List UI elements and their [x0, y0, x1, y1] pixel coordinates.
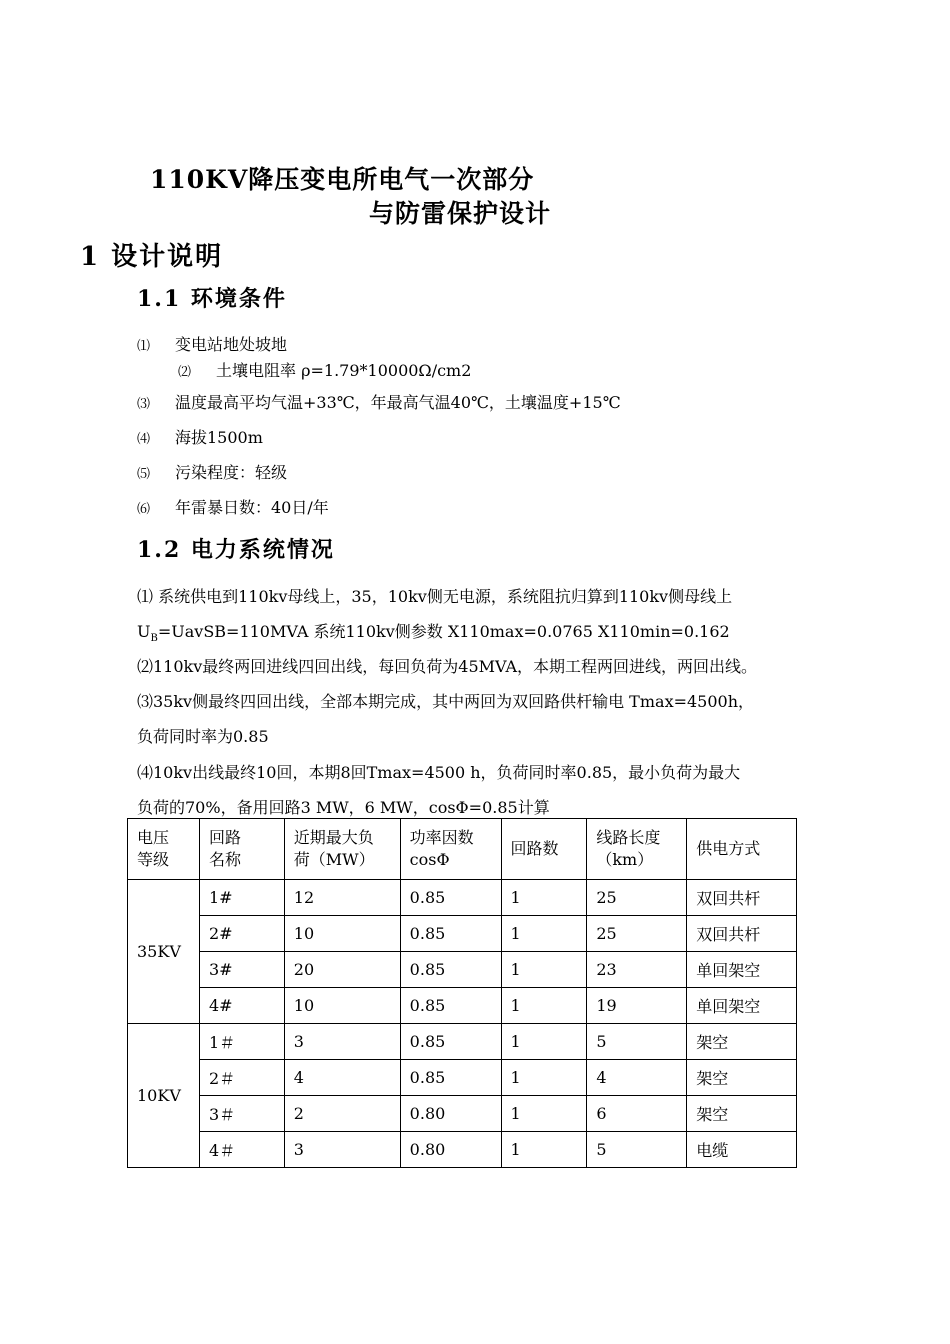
table-cell: 3: [284, 1024, 400, 1060]
header-text: （km）: [596, 850, 654, 869]
table-row: [128, 1096, 797, 1132]
item-number: ⑵: [178, 365, 192, 380]
table-cell: 0.85: [400, 952, 501, 988]
system-parameters: =UavSB=110MVA 系统110kv侧参数 X110max=0.0765 X110min=0.162: [157, 622, 730, 641]
table-cell: 10: [284, 916, 400, 952]
env-item-6: [137, 495, 329, 518]
system-paragraph-2: [137, 619, 730, 644]
table-cell: 单回架空: [687, 952, 797, 988]
system-paragraph-6: ⑷10kv出线最终10回，本期8回Tmax=4500 h，负荷同时率0.85，最小负荷为最大: [137, 763, 741, 782]
header-cell: [284, 819, 400, 880]
document-title-line2: 与防雷保护设计: [369, 199, 552, 228]
item-text: 污染程度：轻级: [175, 463, 288, 482]
env-item-5: [137, 460, 287, 483]
table-cell: 1: [501, 916, 587, 952]
table-cell: 2＃: [199, 1060, 284, 1096]
table-cell: 0.85: [400, 1024, 501, 1060]
table-row: [128, 1132, 797, 1168]
section-heading-1-1: 1.1 环境条件: [137, 286, 287, 312]
table-cell: 1#: [199, 880, 284, 916]
system-paragraph-3: ⑵110kv最终两回进线四回出线，每回负荷为45MVA，本期工程两回进线，两回出线。: [137, 657, 758, 676]
table-row: [128, 952, 797, 988]
table-cell: 4: [284, 1060, 400, 1096]
system-paragraph-5: 负荷同时率为0.85: [137, 727, 269, 746]
item-text: 土壤电阻率 ρ=1.79*10000Ω/cm2: [216, 361, 472, 380]
item-number: ⑷: [137, 432, 151, 447]
table-cell: 架空: [687, 1060, 797, 1096]
table-cell: 3＃: [199, 1096, 284, 1132]
table-cell: 1＃: [199, 1024, 284, 1060]
table-row: [128, 988, 797, 1024]
table-cell: 1: [501, 988, 587, 1024]
item-text: 变电站地处坡地: [175, 335, 288, 354]
table-cell: 20: [284, 952, 400, 988]
header-text: 等级: [137, 850, 170, 869]
table-cell: 0.85: [400, 1060, 501, 1096]
table-cell: 1: [501, 952, 587, 988]
table-cell: 25: [587, 880, 687, 916]
header-text: 线路长度: [596, 828, 661, 847]
voltage-level-cell: 35KV: [128, 880, 200, 1024]
item-number: ⑶: [137, 397, 151, 412]
table-cell: 3#: [199, 952, 284, 988]
header-text: 荷（MW）: [293, 850, 375, 869]
voltage-subscript: B: [150, 633, 158, 645]
table-cell: 单回架空: [687, 988, 797, 1024]
table-cell: 0.80: [400, 1096, 501, 1132]
table-cell: 双回共杆: [687, 916, 797, 952]
table-cell: 19: [587, 988, 687, 1024]
table-cell: 1: [501, 1060, 587, 1096]
header-cell: [199, 819, 284, 880]
table-row: [128, 880, 797, 916]
document-title-line1: 110KV降压变电所电气一次部分: [150, 165, 535, 194]
system-paragraph-7: 负荷的70%，备用回路3 MW，6 MW，cosΦ=0.85计算: [137, 798, 550, 817]
env-item-4: [137, 425, 263, 448]
table-cell: 双回共杆: [687, 880, 797, 916]
table-cell: 4＃: [199, 1132, 284, 1168]
item-number: ⑴: [137, 339, 151, 354]
item-number: ⑸: [137, 467, 151, 482]
item-text: 海拔1500m: [175, 428, 263, 447]
table-cell: 2: [284, 1096, 400, 1132]
header-cell: [687, 819, 797, 880]
voltage-symbol: U: [137, 622, 151, 641]
table-cell: 1: [501, 1096, 587, 1132]
item-text: 温度最高平均气温+33℃，年最高气温40℃，土壤温度+15℃: [175, 393, 621, 412]
table-cell: 5: [587, 1024, 687, 1060]
table-row: [128, 1060, 797, 1096]
table-cell: 1: [501, 1132, 587, 1168]
env-item-3: [137, 390, 621, 413]
table-cell: 2#: [199, 916, 284, 952]
system-paragraph-4: ⑶35kv侧最终四回出线，全部本期完成，其中两回为双回路供杆输电 Tmax=4500h，: [137, 692, 755, 711]
table-cell: 1: [501, 880, 587, 916]
section-heading-1-2: 1.2 电力系统情况: [137, 537, 335, 563]
env-item-1: [137, 332, 287, 355]
table-row: [128, 916, 797, 952]
item-number: ⑹: [137, 502, 151, 517]
table-cell: 3: [284, 1132, 400, 1168]
header-cell: [587, 819, 687, 880]
table-cell: 5: [587, 1132, 687, 1168]
header-text: 电压: [137, 828, 170, 847]
table-cell: 4#: [199, 988, 284, 1024]
header-text: 供电方式: [696, 839, 761, 858]
table-cell: 10: [284, 988, 400, 1024]
table-cell: 架空: [687, 1024, 797, 1060]
table-cell: 0.85: [400, 916, 501, 952]
table-cell: 25: [587, 916, 687, 952]
header-text: cosΦ: [409, 850, 450, 869]
header-text: 功率因数: [409, 828, 474, 847]
table-cell: 0.85: [400, 880, 501, 916]
table-cell: 12: [284, 880, 400, 916]
header-cell: [128, 819, 200, 880]
system-paragraph-1: ⑴ 系统供电到110kv母线上，35，10kv侧无电源，系统阻抗归算到110kv侧母线上: [137, 587, 733, 606]
table-cell: 23: [587, 952, 687, 988]
table-cell: 4: [587, 1060, 687, 1096]
table-header-row: [128, 819, 797, 880]
table-cell: 0.85: [400, 988, 501, 1024]
env-item-2: [178, 358, 471, 381]
header-text: 回路: [208, 828, 241, 847]
item-text: 年雷暴日数：40日/年: [175, 498, 329, 517]
header-text: 回路数: [510, 839, 559, 858]
table-row: [128, 1024, 797, 1060]
header-text: 名称: [208, 850, 241, 869]
table-cell: 6: [587, 1096, 687, 1132]
section-heading-1: 1 设计说明: [80, 242, 224, 272]
table-cell: 0.80: [400, 1132, 501, 1168]
table-cell: 电缆: [687, 1132, 797, 1168]
table-cell: 架空: [687, 1096, 797, 1132]
header-text: 近期最大负: [293, 828, 374, 847]
header-cell: [501, 819, 587, 880]
voltage-level-cell: 10KV: [128, 1024, 200, 1168]
header-cell: [400, 819, 501, 880]
load-table: [127, 818, 797, 1168]
table-cell: 1: [501, 1024, 587, 1060]
